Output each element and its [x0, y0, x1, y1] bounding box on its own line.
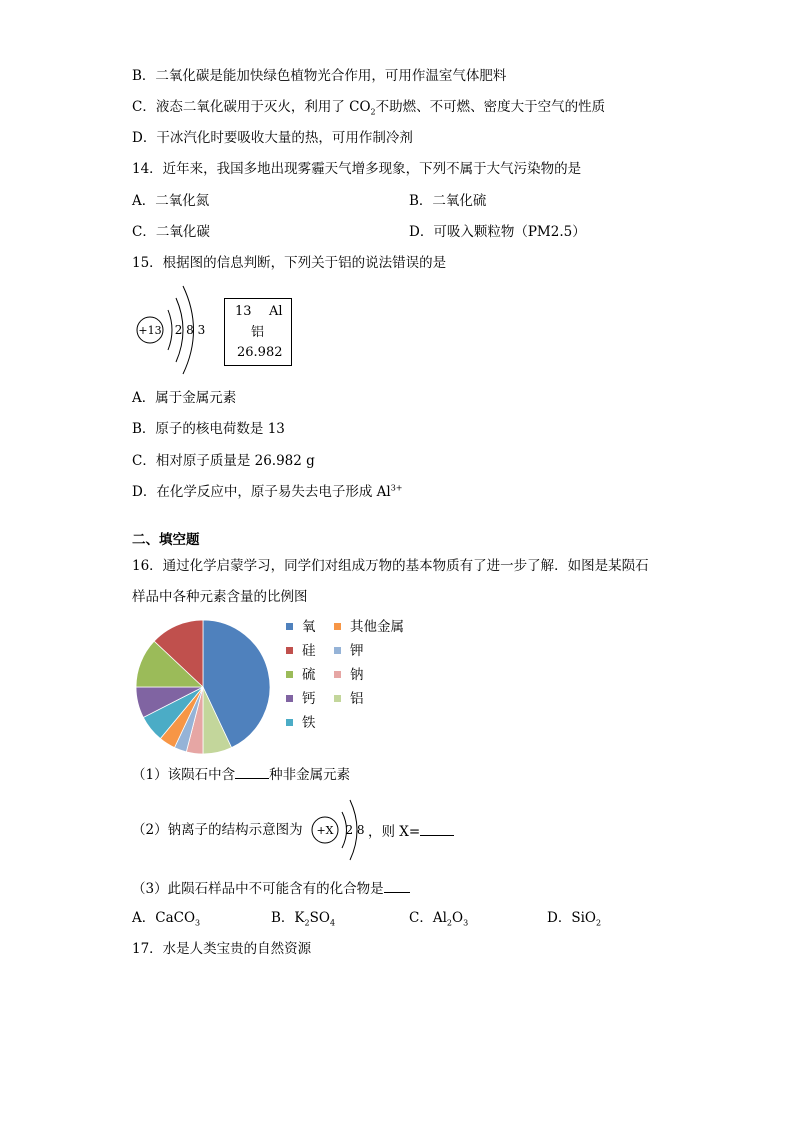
legend-label: 硅	[302, 643, 316, 659]
legend-item-铁	[286, 714, 316, 732]
q16-sub2: （2）钠离子的结构示意图为	[132, 822, 303, 838]
q16-sub1: （1）该陨石中含 种非金属元素	[132, 764, 350, 784]
legend-label: 其他金属	[350, 619, 404, 635]
legend-item-钠	[334, 666, 364, 684]
legend-label: 氧	[302, 619, 316, 635]
legend-swatch	[334, 695, 341, 702]
al-shell-1	[168, 310, 172, 350]
al-atom-diagram	[132, 282, 224, 378]
al-nucleus-label: +13	[138, 324, 162, 337]
legend-swatch	[286, 671, 293, 678]
legend-label: 铁	[302, 715, 316, 731]
legend-swatch	[286, 623, 293, 630]
q16-stem-line2: 样品中各种元素含量的比例图	[132, 589, 308, 605]
answer-blank-3[interactable]	[384, 878, 410, 893]
q16-stem-line1: 16．通过化学启蒙学习，同学们对组成万物的基本物质有了进一步了解．如图是某陨石	[132, 558, 649, 574]
element-pie-chart	[128, 612, 278, 762]
legend-label: 钾	[350, 643, 364, 659]
q14-option-a: A．二氧化氮	[132, 193, 210, 209]
q14-stem: 14．近年来，我国多地出现雾霾天气增多现象，下列不属于大气污染物的是	[132, 161, 582, 177]
legend-item-钙	[286, 690, 316, 708]
legend-item-铝	[334, 690, 364, 708]
al-element-card	[224, 298, 292, 366]
answer-blank-2[interactable]	[420, 821, 454, 836]
legend-swatch	[286, 695, 293, 702]
q16-sub3: （3）此陨石样品中不可能含有的化合物是	[132, 878, 410, 898]
q13-option-b: B．二氧化碳是能加快绿色植物光合作用，可用作温室气体肥料	[132, 68, 507, 84]
q15-stem: 15．根据图的信息判断，下列关于铝的说法错误的是	[132, 255, 447, 271]
q13-option-c: C．液态二氧化碳用于灭火，利用了 $CO_2$不助燃、不可燃、密度大于空气的性质	[132, 99, 606, 117]
al-shell-electrons: 2 8 3	[174, 323, 206, 337]
legend-item-硅	[286, 642, 316, 660]
q15-option-d: D．在化学反应中，原子易失去电子形成 $Al^{3+}$	[132, 483, 403, 500]
legend-item-氧	[286, 618, 316, 636]
q15-option-c: C．相对原子质量是 26.982 g	[132, 453, 315, 469]
q16-option-b: B．$K_2SO_4$	[271, 910, 336, 928]
section-heading: 二、填空题	[132, 532, 200, 548]
na-nucleus-label: +X	[316, 824, 334, 837]
q13-option-d: D．干冰汽化时要吸收大量的热，可用作制冷剂	[132, 130, 413, 146]
na-shell-electrons: 2 8	[345, 823, 365, 837]
al-symbol: Al	[269, 304, 283, 319]
q17-stem: 17．水是人类宝贵的自然资源	[132, 941, 312, 957]
legend-item-钾	[334, 642, 364, 660]
al-atomic-number: 13	[235, 304, 252, 319]
legend-item-其他金属	[334, 618, 404, 636]
legend-swatch	[334, 647, 341, 654]
legend-label: 钠	[350, 667, 364, 683]
legend-swatch	[334, 671, 341, 678]
q14-option-d: D．可吸入颗粒物（PM2.5）	[409, 224, 586, 240]
q15-option-b: B．原子的核电荷数是 13	[132, 421, 285, 437]
legend-item-硫	[286, 666, 316, 684]
al-atomic-mass: 26.982	[237, 345, 283, 360]
legend-swatch	[334, 623, 341, 630]
q16-option-c: C．$Al_2O_3$	[409, 910, 469, 928]
legend-swatch	[286, 647, 293, 654]
q16-sub2-tail: ，则 X=	[368, 821, 454, 841]
q15-option-a: A．属于金属元素	[132, 390, 237, 406]
q14-option-c: C．二氧化碳	[132, 224, 210, 240]
q16-option-d: D．SiO$_2$	[547, 910, 602, 928]
answer-blank-1[interactable]	[235, 764, 269, 779]
legend-swatch	[286, 719, 293, 726]
al-name: 铝	[251, 325, 265, 340]
legend-label: 铝	[350, 691, 364, 707]
q16-option-a: A．CaCO$_3$	[132, 910, 201, 928]
legend-label: 硫	[302, 667, 316, 683]
legend-label: 钙	[302, 691, 316, 707]
q14-option-b: B．二氧化硫	[409, 193, 487, 209]
